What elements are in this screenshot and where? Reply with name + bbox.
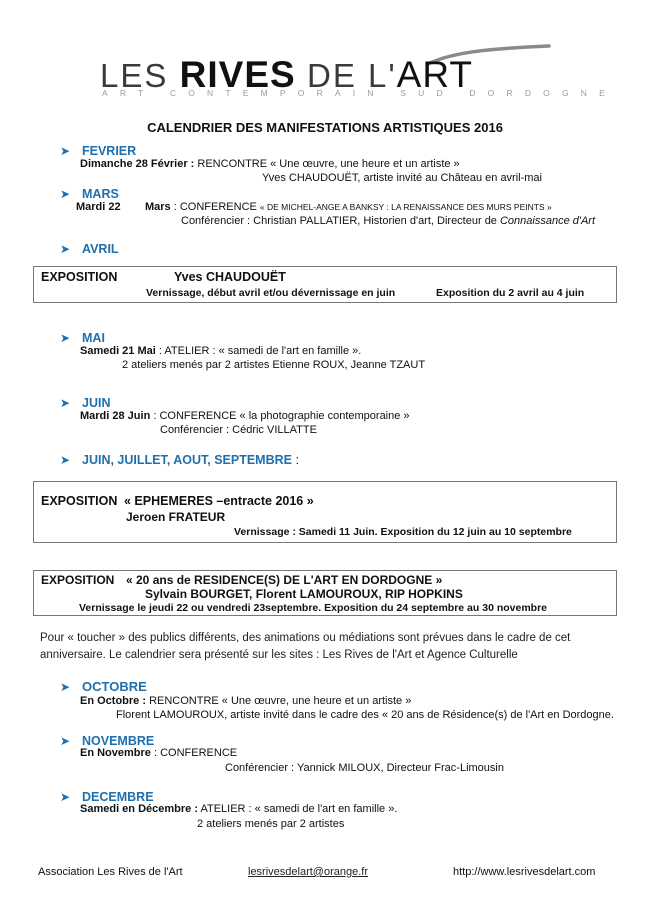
organization-name: Connaissance d'Art: [499, 215, 596, 227]
logo-word-art: ART: [396, 54, 473, 95]
arrow-bullet-icon: ➤: [60, 396, 71, 410]
arrow-bullet-icon: ➤: [60, 331, 71, 345]
exposition-title: « 20 ans de RESIDENCE(S) DE L'ART EN DORDOGNE »: [126, 573, 443, 587]
speaker-text: Conférencier : Christian PALLATIER, Historien d'art, Directeur de: [181, 215, 500, 227]
event-description: : CONFERENCE « la photographie contemporaine »: [150, 410, 410, 422]
exposition-artists: Sylvain BOURGET, Florent LAMOUROUX, RIP HOPKINS: [145, 587, 463, 601]
logo-word-rives: RIVES: [179, 54, 296, 95]
event-date: Samedi 21 Mai: [80, 345, 156, 357]
event-description: : CONFERENCE: [150, 747, 238, 759]
arrow-bullet-icon: ➤: [60, 790, 71, 804]
event-decembre: [80, 803, 397, 815]
event-mars: [76, 201, 121, 213]
event-date: Mardi 28 Juin: [80, 410, 151, 422]
month-label: JUIN: [82, 396, 111, 410]
logo-word-de: DE L': [306, 57, 397, 94]
logo-tagline: ART CONTEMPORAIN SUD DORDOGNE: [102, 88, 618, 98]
exposition-label: EXPOSITION: [41, 494, 118, 508]
month-suffix: :: [291, 453, 299, 467]
event-description: : ATELIER : « samedi de l'art en famille ».: [155, 345, 362, 357]
event-detail: 2 ateliers menés par 2 artistes Etienne ROUX, Jeanne TZAUT: [122, 359, 426, 371]
footer-association: Association Les Rives de l'Art: [38, 866, 183, 878]
exposition-label: EXPOSITION: [41, 270, 118, 284]
arrow-bullet-icon: ➤: [60, 144, 71, 158]
exposition-title: « EPHEMERES –entracte 2016 »: [124, 494, 314, 508]
exposition-vernissage: Vernissage, début avril et/ou dévernissage en juin: [146, 287, 396, 299]
event-octobre: [80, 695, 411, 707]
arrow-bullet-icon: ➤: [60, 680, 71, 694]
month-label: OCTOBRE: [82, 679, 147, 694]
event-juin: [80, 410, 410, 422]
event-date: Samedi en Décembre :: [80, 803, 198, 815]
event-detail: 2 ateliers menés par 2 artistes: [197, 818, 345, 830]
event-date: En Novembre: [80, 747, 151, 759]
logo: [100, 44, 618, 104]
event-mai: [80, 345, 361, 357]
event-detail: Florent LAMOUROUX, artiste invité dans le cadre des « 20 ans de Résidence(s) de l'Art en Dordogne.: [116, 709, 614, 721]
arrow-bullet-icon: ➤: [60, 187, 71, 201]
arrow-bullet-icon: ➤: [60, 453, 71, 467]
month-label: MAI: [82, 331, 105, 345]
exposition-box-chaudouet: [33, 266, 617, 303]
footer-email-link[interactable]: lesrivesdelart@orange.fr: [248, 866, 368, 878]
event-date: En Octobre :: [80, 695, 147, 707]
arrow-bullet-icon: ➤: [60, 734, 71, 748]
exposition-box-ephemeres: [33, 481, 617, 543]
month-label: DECEMBRE: [82, 790, 154, 804]
exposition-dates: Vernissage : Samedi 11 Juin. Exposition du 12 juin au 10 septembre: [234, 526, 572, 538]
month-label: JUIN, JUILLET, AOUT, SEPTEMBRE: [82, 453, 292, 467]
month-label: FEVRIER: [82, 144, 137, 158]
event-type: : CONFERENCE: [170, 201, 260, 213]
logo-word-les: LES: [100, 57, 169, 94]
exposition-dates: Vernissage le jeudi 22 ou vendredi 23septembre. Exposition du 24 septembre au 30 novembre: [79, 602, 548, 614]
event-date: Dimanche 28 Février :: [80, 158, 195, 170]
month-heading-avril: [60, 240, 119, 258]
month-label: MARS: [82, 187, 119, 201]
exposition-dates: Exposition du 2 avril au 4 juin: [436, 287, 585, 299]
event-date: Mardi 22: [76, 201, 121, 213]
event-detail: [181, 215, 595, 227]
event-detail: Conférencier : Cédric VILLATTE: [160, 424, 317, 436]
exposition-title: Yves CHAUDOUËT: [174, 270, 286, 284]
event-description: RENCONTRE « Une œuvre, une heure et un artiste »: [146, 695, 412, 707]
month-heading-summer: [60, 451, 299, 469]
event-description: RENCONTRE « Une œuvre, une heure et un artiste »: [194, 158, 460, 170]
event-novembre: [80, 747, 237, 759]
event-detail: Yves CHAUDOUËT, artiste invité au Château en avril-mai: [262, 172, 542, 184]
event-title: « DE MICHEL-ANGE A BANKSY : LA RENAISSANCE DES MURS PEINTS »: [259, 202, 552, 212]
event-detail: Conférencier : Yannick MILOUX, Directeur Frac-Limousin: [225, 762, 504, 774]
exposition-label: EXPOSITION: [41, 573, 115, 587]
event-mars-desc: [145, 201, 552, 213]
event-description: ATELIER : « samedi de l'art en famille ».: [198, 803, 398, 815]
page-title: CALENDRIER DES MANIFESTATIONS ARTISTIQUES 2016: [147, 120, 503, 135]
month-label: AVRIL: [82, 242, 119, 256]
month-heading-octobre: [60, 678, 147, 696]
footer-website-link[interactable]: http://www.lesrivesdelart.com: [453, 866, 596, 878]
event-fevrier: [80, 158, 460, 170]
event-date-month: Mars: [145, 201, 171, 213]
exposition-box-residences: [33, 570, 617, 616]
info-paragraph: Pour « toucher » des publics différents, des animations ou médiations sont prévues dans le cadre de cet anniversaire. Le calendrier sera présenté sur les sites : Les Rives de l'Art et Agence Culturelle: [40, 632, 571, 661]
month-label: NOVEMBRE: [82, 734, 155, 748]
exposition-artist: Jeroen FRATEUR: [126, 510, 226, 524]
arrow-bullet-icon: ➤: [60, 242, 71, 256]
